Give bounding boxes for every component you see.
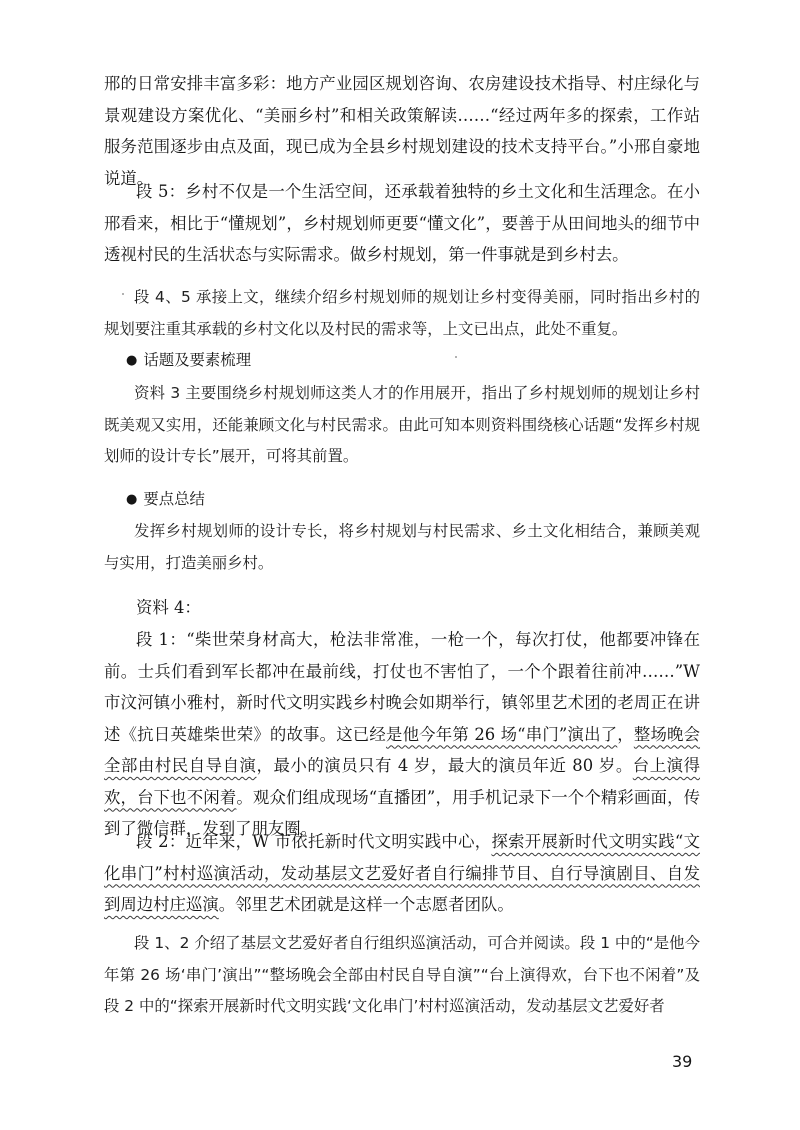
page-number: 39 [672,1052,693,1071]
bullet-icon: ● [126,492,138,507]
paragraph-segment-1 [104,624,700,845]
underlined-phrase: 探索开展新时代文明实践“文化串门”村村巡演活动，发动基层文艺爱好者自行编排节目、自行导演剧目、自发到周边村庄巡演 [104,832,700,914]
paragraph-key-points: 发挥乡村规划师的设计专长，将乡村规划与村民需求、乡土文化相结合，兼顾美观与实用，打造美丽乡村。 [104,522,700,572]
segment-text: 段 2：近年来，W 市依托新时代文明实践中心， [135,832,492,851]
paragraph-analysis-segments-4-5: 段 4、5 承接上文，继续介绍乡村规划师的规划让乡村变得美丽，同时指出乡村的规划要注重其承载的乡村文化以及村民的需求等，上文已出点，此处不重复。 [104,288,700,338]
segment-text: ，最小的演员只有 4 岁，最大的演员年近 80 岁。 [256,756,633,775]
paragraph-segment-5: 段 5：乡村不仅是一个生活空间，还承载着独特的乡土文化和生活理念。在小邢看来，相比于“懂规划”，乡村规划师更要“懂文化”，要善于从田间地头的细节中透视村民的生活状态与实际需求。做乡村规划，第一件事就是到乡村去。 [104,182,700,264]
segment-text: 。邻里艺术团就是这样一个志愿者团队。 [218,895,514,914]
segment-text: 。观众们组成现场“直播团”，用手机记录下一个个精彩画面，传到了微信群，发到了朋友圈。 [104,787,701,838]
paragraph-analysis-segments-1-2: 段 1、2 介绍了基层文艺爱好者自行组织巡演活动，可合并阅读。段 1 中的“是他今年第 26 场‘串门’演出”“整场晚会全部由村民自导自演”“台上演得欢，台下也不闲着”及段 2 中的“探索开展新时代文明实践‘文化串门’村村巡演活动，发动基层文艺爱好者 [104,934,700,1015]
segment-text: ， [617,724,634,744]
underlined-phrase: 是他今年第 26 场“串门”演出了 [385,724,618,744]
section-heading-key-points [126,484,205,516]
section-heading-topic [126,345,251,377]
heading-text: 要点总结 [143,490,205,508]
paragraph-segment-2 [104,826,700,921]
paragraph-work-station: 邢的日常安排丰富多彩：地方产业园区规划咨询、农房建设技术指导、村庄绿化与景观建设方案优化、“美丽乡村”和相关政策解读……“经过两年多的探索，工作站服务范围逐步由点及面，现已成为全县乡村规划建设的技术支持平台。”小邢自豪地说道。 [104,74,700,188]
paragraph-topic-summary: 资料 3 主要围绕乡村规划师这类人才的作用展开，指出了乡村规划师的规划让乡村既美观又实用，还能兼顾文化与村民需求。由此可知本则资料围绕核心话题“发挥乡村规划师的设计专长”展开，可将其前置。 [104,384,700,465]
underlined-phrase: 台上演得欢，台下也不闲着 [104,756,701,807]
scan-speck [122,293,124,295]
bullet-icon: ● [126,353,138,368]
material-4-label: 资料 4： [135,598,201,617]
underlined-phrase: 整场晚会全部由村民自导自演 [104,724,701,775]
scan-speck [455,356,457,358]
segment-text: 段 1：“柴世荣身材高大，枪法非常准，一枪一个，每次打仗，他都要冲锋在前。士兵们看到军长都冲在最前线，打仗也不害怕了，一个个跟着往前冲……”W 市汶河镇小雅村，新时代文明实践乡村晚会如期举行，镇邻里艺术团的老周正在讲述《抗日英雄柴世荣》的故事。这已经 [104,630,700,744]
heading-text: 话题及要素梳理 [143,351,252,369]
